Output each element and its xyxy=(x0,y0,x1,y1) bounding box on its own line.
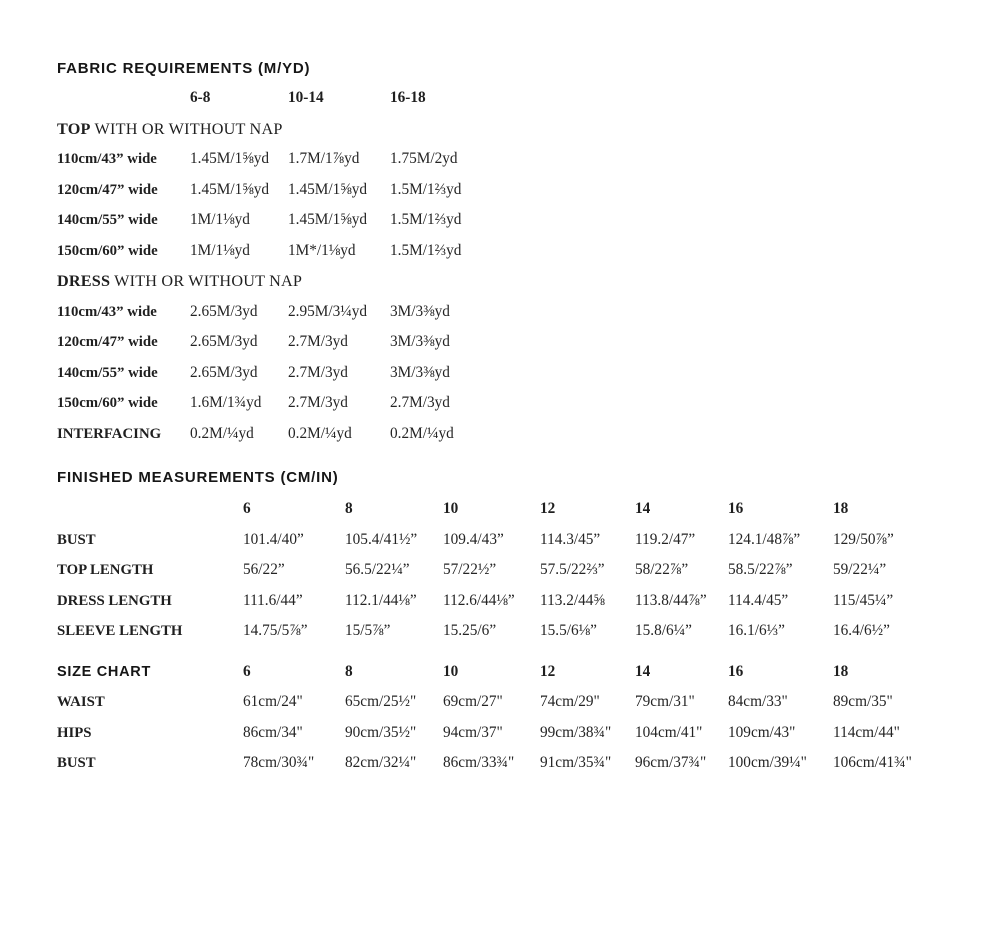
measurement-value-cell: 101.4/40” xyxy=(243,530,304,548)
size-chart-value-cell: 89cm/35" xyxy=(833,693,893,710)
size-header: 12 xyxy=(540,662,556,680)
interfacing-row-label: INTERFACING xyxy=(57,425,162,442)
fabric-value-cell: 1.45M/1⅝yd xyxy=(190,150,270,167)
size-header: 16 xyxy=(728,500,744,517)
measurement-value-cell: 58.5/22⅞” xyxy=(728,561,793,578)
fabric-value-cell: 2.7M/3yd xyxy=(288,394,348,411)
size-header: 16 xyxy=(728,662,744,680)
finished-measurements-table xyxy=(57,494,960,647)
size-header: 18 xyxy=(833,662,849,680)
size-chart-value-cell: 74cm/29" xyxy=(540,693,600,710)
size-chart-value-cell: 114cm/44" xyxy=(833,723,900,741)
size-header: 10 xyxy=(443,662,459,680)
measurement-row-label: TOP LENGTH xyxy=(57,562,154,578)
size-header: 6 xyxy=(243,662,251,680)
measurement-value-cell: 58/22⅞” xyxy=(635,561,689,578)
fabric-requirements-title: FABRIC REQUIREMENTS (M/YD) xyxy=(57,60,311,77)
fabric-row-label: 110cm/43” wide xyxy=(57,303,157,320)
fabric-value-cell: 1.6M/1¾yd xyxy=(190,394,262,411)
spacer-cell xyxy=(57,83,190,114)
measurement-value-cell: 119.2/47” xyxy=(635,530,696,548)
measurement-value-cell: 114.4/45” xyxy=(728,591,789,609)
fabric-value-cell: 2.95M/3¼yd xyxy=(288,302,368,320)
measurement-value-cell: 115/45¼” xyxy=(833,591,894,609)
fabric-row-label: 150cm/60” wide xyxy=(57,242,158,259)
section-heading-rest: WITH OR WITHOUT NAP xyxy=(90,119,283,138)
measurement-value-cell: 16.4/6½” xyxy=(833,622,890,639)
size-header: 10 xyxy=(443,500,459,517)
fabric-value-cell: 3M/3⅜yd xyxy=(390,333,450,350)
size-chart-table xyxy=(57,657,960,779)
size-group-header: 16-18 xyxy=(390,89,426,106)
fabric-value-cell: 1.45M/1⅝yd xyxy=(288,180,368,198)
measurement-value-cell: 59/22¼” xyxy=(833,561,887,578)
fabric-row-label: 140cm/55” wide xyxy=(57,364,158,381)
size-chart-title: SIZE CHART xyxy=(57,663,151,680)
fabric-row-label: 140cm/55” wide xyxy=(57,212,158,228)
fabric-value-cell: 3M/3⅜yd xyxy=(390,363,450,381)
measurement-row-label: DRESS LENGTH xyxy=(57,592,172,609)
fabric-row-label: 150cm/60” wide xyxy=(57,395,158,411)
size-chart-value-cell: 86cm/34" xyxy=(243,723,303,741)
fabric-value-cell: 0.2M/¼yd xyxy=(390,424,454,442)
size-chart-value-cell: 82cm/32¼" xyxy=(345,754,417,771)
measurement-row-label: BUST xyxy=(57,531,96,548)
size-chart-value-cell: 86cm/33¾" xyxy=(443,754,515,771)
size-header: 12 xyxy=(540,500,556,517)
measurement-value-cell: 15/5⅞” xyxy=(345,622,391,639)
size-group-header: 10-14 xyxy=(288,89,324,106)
measurement-value-cell: 14.75/5⅞” xyxy=(243,622,308,639)
size-chart-value-cell: 104cm/41" xyxy=(635,723,703,741)
measurement-value-cell: 124.1/48⅞” xyxy=(728,530,801,548)
size-header: 18 xyxy=(833,500,849,517)
spacer-cell xyxy=(57,494,243,525)
fabric-value-cell: 2.7M/3yd xyxy=(288,363,348,381)
size-header: 6 xyxy=(243,500,251,517)
fabric-value-cell: 0.2M/¼yd xyxy=(190,424,254,442)
measurement-value-cell: 112.6/44⅛” xyxy=(443,591,515,609)
measurement-value-cell: 113.2/44⅝ xyxy=(540,591,605,609)
fabric-value-cell: 3M/3⅜yd xyxy=(390,302,450,320)
fabric-value-cell: 1.75M/2yd xyxy=(390,150,458,167)
size-chart-value-cell: 84cm/33" xyxy=(728,693,788,710)
fabric-value-cell: 1M/1⅛yd xyxy=(190,241,250,259)
measurement-value-cell: 57.5/22⅔” xyxy=(540,561,605,578)
size-chart-value-cell: 61cm/24" xyxy=(243,693,303,710)
size-chart-row-label: HIPS xyxy=(57,724,92,741)
size-chart-value-cell: 100cm/39¼" xyxy=(728,754,807,771)
size-chart-value-cell: 91cm/35¾" xyxy=(540,754,612,771)
measurement-value-cell: 109.4/43” xyxy=(443,530,504,548)
size-chart-value-cell: 65cm/25½" xyxy=(345,693,417,710)
size-chart-row-label: WAIST xyxy=(57,694,105,710)
size-chart-row-label: BUST xyxy=(57,755,96,771)
size-header: 14 xyxy=(635,662,651,680)
fabric-value-cell: 1M/1⅛yd xyxy=(190,211,250,228)
fabric-value-cell: 1.5M/1⅔yd xyxy=(390,180,462,198)
finished-measurements-title: FINISHED MEASUREMENTS (CM/IN) xyxy=(57,469,339,486)
measurement-value-cell: 112.1/44⅛” xyxy=(345,591,417,609)
measurement-row-label: SLEEVE LENGTH xyxy=(57,623,183,639)
size-group-header: 6-8 xyxy=(190,89,211,106)
size-chart-value-cell: 79cm/31" xyxy=(635,693,695,710)
size-header: 14 xyxy=(635,500,651,517)
size-chart-value-cell: 106cm/41¾" xyxy=(833,754,912,771)
size-chart-value-cell: 90cm/35½" xyxy=(345,723,417,741)
size-chart-value-cell: 69cm/27" xyxy=(443,693,503,710)
fabric-value-cell: 1.7M/1⅞yd xyxy=(288,150,360,167)
measurement-value-cell: 16.1/6⅓” xyxy=(728,622,785,639)
fabric-value-cell: 2.7M/3yd xyxy=(288,333,348,350)
fabric-value-cell: 2.65M/3yd xyxy=(190,302,258,320)
measurement-value-cell: 15.25/6” xyxy=(443,622,497,639)
fabric-value-cell: 1.5M/1⅔yd xyxy=(390,211,462,228)
fabric-value-cell: 2.65M/3yd xyxy=(190,333,258,350)
measurement-value-cell: 15.5/6⅛” xyxy=(540,622,597,639)
fabric-value-cell: 1M*/1⅛yd xyxy=(288,241,356,259)
fabric-value-cell: 2.65M/3yd xyxy=(190,363,258,381)
size-chart-value-cell: 109cm/43" xyxy=(728,723,796,741)
measurement-value-cell: 56.5/22¼” xyxy=(345,561,410,578)
fabric-row-label: 120cm/47” wide xyxy=(57,334,158,350)
fabric-row-label: 110cm/43” wide xyxy=(57,151,157,167)
fabric-value-cell: 2.7M/3yd xyxy=(390,394,450,411)
measurement-value-cell: 114.3/45” xyxy=(540,530,601,548)
measurement-value-cell: 129/50⅞” xyxy=(833,530,894,548)
section-heading-dress xyxy=(57,266,960,297)
size-chart-value-cell: 94cm/37" xyxy=(443,723,503,741)
fabric-value-cell: 1.45M/1⅝yd xyxy=(288,211,368,228)
section-heading-bold: DRESS xyxy=(57,272,111,290)
measurement-value-cell: 111.6/44” xyxy=(243,591,303,609)
measurement-value-cell: 57/22½” xyxy=(443,561,497,578)
measurement-value-cell: 113.8/44⅞” xyxy=(635,591,707,609)
size-chart-value-cell: 78cm/30¾" xyxy=(243,754,315,771)
section-heading-top xyxy=(57,114,960,145)
measurement-value-cell: 105.4/41½” xyxy=(345,530,418,548)
size-header: 8 xyxy=(345,662,353,680)
fabric-value-cell: 1.45M/1⅝yd xyxy=(190,180,270,198)
fabric-value-cell: 1.5M/1⅔yd xyxy=(390,241,462,259)
size-chart-value-cell: 96cm/37¾" xyxy=(635,754,707,771)
size-chart-value-cell: 99cm/38¾" xyxy=(540,723,612,741)
measurement-value-cell: 56/22” xyxy=(243,561,285,578)
fabric-requirements-table xyxy=(57,83,960,449)
fabric-row-label: 120cm/47” wide xyxy=(57,181,158,198)
measurement-value-cell: 15.8/6¼” xyxy=(635,622,692,639)
size-header: 8 xyxy=(345,500,353,517)
fabric-value-cell: 0.2M/¼yd xyxy=(288,424,352,442)
section-heading-bold: TOP xyxy=(57,119,91,138)
section-heading-rest: WITH OR WITHOUT NAP xyxy=(110,272,303,290)
